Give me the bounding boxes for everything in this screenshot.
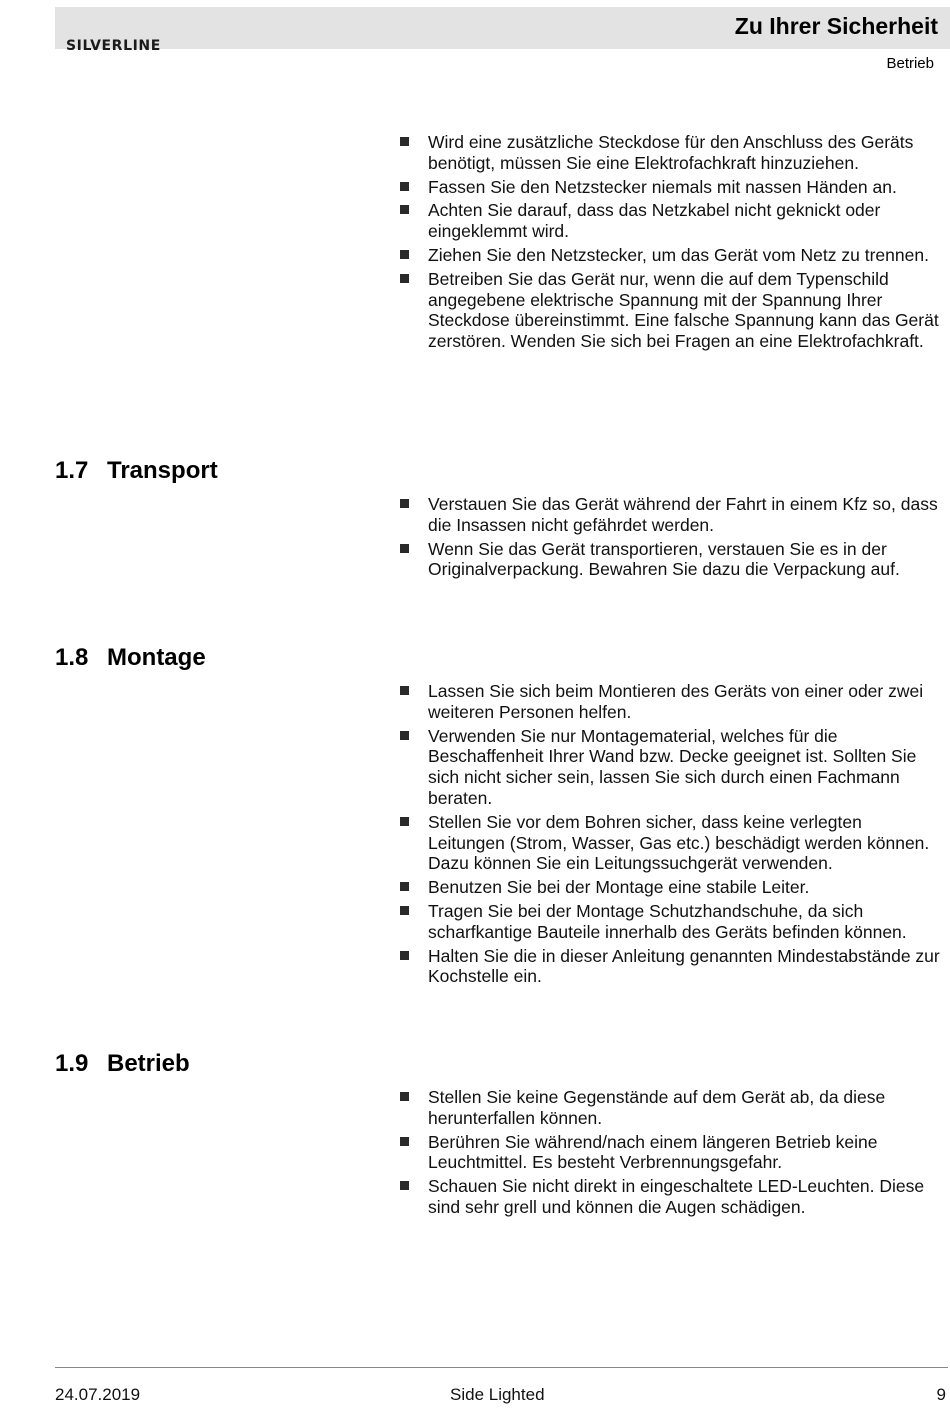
square-bullet-icon [400, 137, 409, 146]
list-item: Stellen Sie vor dem Bohren sicher, dass keine verlegten Leitungen (Strom, Wasser, Gas etc.) beschädigt werden können. Dazu können Sie ein Leitungssuchgerät verwenden. [398, 812, 943, 874]
list-item: Tragen Sie bei der Montage Schutzhandschuhe, da sich scharfkantige Bauteile innerhalb des Geräts befinden können. [398, 901, 943, 943]
section-number: 1.7 [55, 457, 89, 484]
square-bullet-icon [400, 274, 409, 283]
brand-logo: SILVERLINE [66, 38, 161, 54]
square-bullet-icon [400, 1181, 409, 1190]
list-item: Halten Sie die in dieser Anleitung genannten Mindestabstände zur Kochstelle ein. [398, 946, 943, 988]
square-bullet-icon [400, 731, 409, 740]
square-bullet-icon [400, 205, 409, 214]
list-item: Wird eine zusätzliche Steckdose für den Anschluss des Geräts benötigt, müssen Sie eine Elektrofachkraft hinzuziehen. [398, 132, 943, 174]
square-bullet-icon [400, 951, 409, 960]
section-number: 1.8 [55, 644, 89, 671]
section-title: Montage [107, 644, 206, 671]
section-heading-montage [55, 644, 206, 672]
square-bullet-icon [400, 817, 409, 826]
list-item: Verwenden Sie nur Montagematerial, welches für die Beschaffenheit Ihrer Wand bzw. Decke geeignet ist. Sollten Sie sich nicht sicher sein, lassen Sie sich durch einen Fachmann beraten. [398, 726, 943, 809]
section-heading-betrieb [55, 1050, 190, 1078]
list-item: Ziehen Sie den Netzstecker, um das Gerät vom Netz zu trennen. [398, 245, 943, 266]
section-title: Betrieb [107, 1050, 190, 1077]
list-item: Achten Sie darauf, dass das Netzkabel nicht geknickt oder eingeklemmt wird. [398, 200, 943, 242]
section-number: 1.9 [55, 1050, 89, 1077]
footer-product-name: Side Lighted [450, 1385, 545, 1404]
footer-divider [55, 1367, 948, 1368]
page-title: Zu Ihrer Sicherheit [734, 13, 938, 39]
list-item: Betreiben Sie das Gerät nur, wenn die auf dem Typenschild angegebene elektrische Spannung mit der Spannung Ihrer Steckdose übereinstimmt. Eine falsche Spannung kann das Gerät zerstören. Wenden Sie sich bei Fragen an eine Elektrofachkraft. [398, 269, 943, 352]
betrieb-list [398, 1087, 943, 1221]
montage-list [398, 681, 943, 990]
transport-list [398, 494, 943, 583]
square-bullet-icon [400, 544, 409, 553]
square-bullet-icon [400, 686, 409, 695]
list-item: Wenn Sie das Gerät transportieren, verstauen Sie es in der Originalverpackung. Bewahren Sie dazu die Verpackung auf. [398, 539, 943, 581]
list-item: Lassen Sie sich beim Montieren des Geräts von einer oder zwei weiteren Personen helfen. [398, 681, 943, 723]
square-bullet-icon [400, 1092, 409, 1101]
list-item: Benutzen Sie bei der Montage eine stabile Leiter. [398, 877, 943, 898]
list-item: Verstauen Sie das Gerät während der Fahrt in einem Kfz so, dass die Insassen nicht gefährdet werden. [398, 494, 943, 536]
section-title: Transport [107, 457, 218, 484]
square-bullet-icon [400, 906, 409, 915]
footer-date: 24.07.2019 [55, 1385, 141, 1404]
page-subtitle: Betrieb [886, 55, 934, 72]
square-bullet-icon [400, 182, 409, 191]
list-item: Stellen Sie keine Gegenstände auf dem Gerät ab, da diese herunterfallen können. [398, 1087, 943, 1129]
square-bullet-icon [400, 1137, 409, 1146]
page-number: 9 [936, 1385, 946, 1404]
section-heading-transport [55, 457, 218, 485]
square-bullet-icon [400, 250, 409, 259]
list-item: Berühren Sie während/nach einem längeren Betrieb keine Leuchtmittel. Es besteht Verbrennungsgefahr. [398, 1132, 943, 1174]
square-bullet-icon [400, 499, 409, 508]
square-bullet-icon [400, 882, 409, 891]
intro-list [398, 132, 943, 355]
list-item: Schauen Sie nicht direkt in eingeschaltete LED-Leuchten. Diese sind sehr grell und können die Augen schädigen. [398, 1176, 943, 1218]
list-item: Fassen Sie den Netzstecker niemals mit nassen Händen an. [398, 177, 943, 198]
